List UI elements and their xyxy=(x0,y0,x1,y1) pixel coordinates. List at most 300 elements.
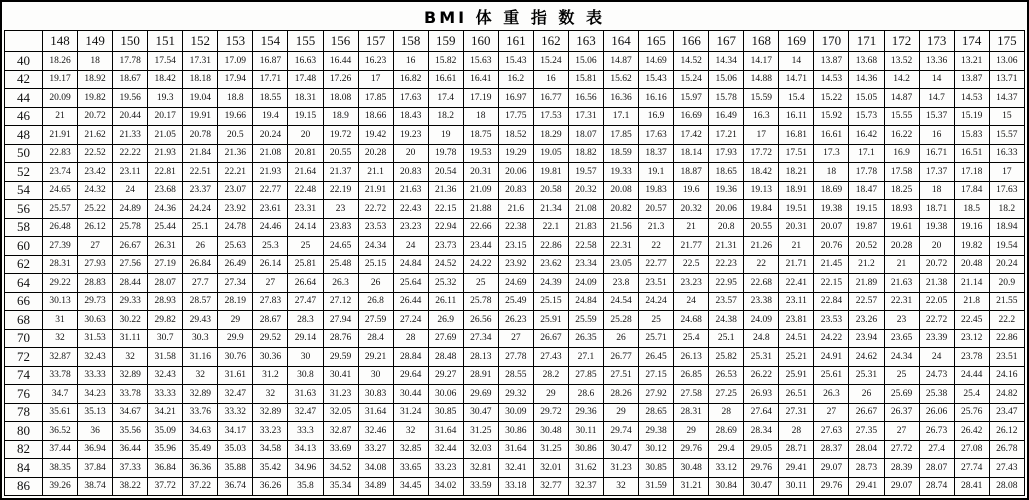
bmi-cell: 22.77 xyxy=(253,181,288,200)
height-header: 156 xyxy=(323,31,358,52)
bmi-cell: 17.1 xyxy=(849,144,884,163)
bmi-cell: 30.48 xyxy=(533,422,568,441)
bmi-cell: 17.19 xyxy=(463,89,498,108)
bmi-cell: 37.44 xyxy=(43,440,78,459)
bmi-cell: 19.54 xyxy=(989,237,1024,256)
bmi-cell: 21.93 xyxy=(148,144,183,163)
bmi-cell: 20.31 xyxy=(463,163,498,182)
bmi-cell: 34.21 xyxy=(148,403,183,422)
bmi-cell: 25.4 xyxy=(954,385,989,404)
bmi-cell: 31.63 xyxy=(288,385,323,404)
bmi-cell: 15.24 xyxy=(674,70,709,89)
bmi-cell: 21.8 xyxy=(954,292,989,311)
bmi-cell: 15.81 xyxy=(568,70,603,89)
bmi-cell: 25.31 xyxy=(849,366,884,385)
weight-header: 58 xyxy=(5,218,43,237)
table-header xyxy=(5,31,1025,52)
table-body xyxy=(5,52,1025,496)
bmi-cell: 23.83 xyxy=(323,218,358,237)
bmi-cell: 21.84 xyxy=(183,144,218,163)
bmi-cell: 27.43 xyxy=(533,348,568,367)
bmi-cell: 30.8 xyxy=(288,366,323,385)
bmi-cell: 30.44 xyxy=(393,385,428,404)
bmi-cell: 25.82 xyxy=(709,348,744,367)
bmi-cell: 35.56 xyxy=(113,422,148,441)
bmi-cell: 20.9 xyxy=(989,274,1024,293)
bmi-cell: 23.94 xyxy=(849,329,884,348)
bmi-cell: 29.38 xyxy=(639,422,674,441)
bmi-cell: 16.56 xyxy=(568,89,603,108)
bmi-cell: 21 xyxy=(674,218,709,237)
bmi-cell: 26.84 xyxy=(183,255,218,274)
bmi-cell: 28 xyxy=(393,329,428,348)
bmi-cell: 35.42 xyxy=(253,459,288,478)
bmi-cell: 36.26 xyxy=(253,477,288,496)
bmi-cell: 32 xyxy=(183,366,218,385)
bmi-cell: 15.24 xyxy=(533,52,568,71)
bmi-cell: 15.19 xyxy=(954,107,989,126)
weight-header: 72 xyxy=(5,348,43,367)
bmi-cell: 26.3 xyxy=(323,274,358,293)
bmi-cell: 30.86 xyxy=(498,422,533,441)
bmi-cell: 17.51 xyxy=(779,144,814,163)
bmi-cell: 33.27 xyxy=(358,440,393,459)
bmi-cell: 36.84 xyxy=(148,459,183,478)
bmi-cell: 22.05 xyxy=(919,292,954,311)
bmi-cell: 22.22 xyxy=(113,144,148,163)
table-row xyxy=(5,144,1025,163)
bmi-cell: 24.84 xyxy=(568,292,603,311)
height-header-row xyxy=(5,31,1025,52)
bmi-cell: 21 xyxy=(779,237,814,256)
bmi-cell: 24.52 xyxy=(428,255,463,274)
bmi-cell: 15.37 xyxy=(919,107,954,126)
bmi-cell: 28.19 xyxy=(218,292,253,311)
bmi-cell: 16.22 xyxy=(884,126,919,145)
bmi-cell: 17.71 xyxy=(253,70,288,89)
bmi-cell: 26.14 xyxy=(253,255,288,274)
bmi-cell: 23.11 xyxy=(779,292,814,311)
bmi-cell: 24.22 xyxy=(463,255,498,274)
bmi-cell: 28.07 xyxy=(919,459,954,478)
bmi-cell: 25.61 xyxy=(814,366,849,385)
bmi-cell: 26.12 xyxy=(78,218,113,237)
bmi-cell: 33.23 xyxy=(253,422,288,441)
bmi-cell: 21.93 xyxy=(253,163,288,182)
bmi-cell: 26 xyxy=(358,274,393,293)
bmi-cell: 28.2 xyxy=(533,366,568,385)
bmi-cell: 15.78 xyxy=(709,89,744,108)
bmi-cell: 30.48 xyxy=(674,459,709,478)
bmi-cell: 27.15 xyxy=(639,366,674,385)
bmi-cell: 19.4 xyxy=(253,107,288,126)
bmi-cell: 18.18 xyxy=(183,70,218,89)
bmi-cell: 26.45 xyxy=(639,348,674,367)
bmi-cell: 30.85 xyxy=(639,459,674,478)
bmi-cell: 30.7 xyxy=(148,329,183,348)
bmi-cell: 30.83 xyxy=(358,385,393,404)
bmi-cell: 30.84 xyxy=(709,477,744,496)
bmi-cell: 17.31 xyxy=(183,52,218,71)
table-row xyxy=(5,385,1025,404)
bmi-cell: 16.42 xyxy=(849,126,884,145)
bmi-cell: 24.46 xyxy=(253,218,288,237)
bmi-cell: 25 xyxy=(884,366,919,385)
bmi-cell: 21.09 xyxy=(463,181,498,200)
bmi-cell: 18.47 xyxy=(849,181,884,200)
bmi-cell: 24.38 xyxy=(709,311,744,330)
table-row xyxy=(5,422,1025,441)
bmi-cell: 30 xyxy=(288,348,323,367)
bmi-cell: 28.91 xyxy=(463,366,498,385)
bmi-cell: 25.91 xyxy=(533,311,568,330)
bmi-cell: 26.56 xyxy=(463,311,498,330)
bmi-cell: 23.07 xyxy=(218,181,253,200)
bmi-cell: 17.53 xyxy=(533,107,568,126)
bmi-cell: 35.03 xyxy=(218,440,253,459)
bmi-cell: 23.81 xyxy=(779,311,814,330)
weight-header: 48 xyxy=(5,126,43,145)
bmi-cell: 33.76 xyxy=(183,403,218,422)
bmi-cell: 20.58 xyxy=(533,181,568,200)
bmi-cell: 34.02 xyxy=(428,477,463,496)
bmi-cell: 14.53 xyxy=(814,70,849,89)
bmi-cell: 24 xyxy=(393,237,428,256)
bmi-cell: 34.63 xyxy=(183,422,218,441)
bmi-cell: 25.59 xyxy=(568,311,603,330)
bmi-cell: 37.84 xyxy=(78,459,113,478)
bmi-cell: 24 xyxy=(674,292,709,311)
bmi-cell: 27.35 xyxy=(849,422,884,441)
bmi-cell: 22.57 xyxy=(849,292,884,311)
bmi-cell: 17.37 xyxy=(919,163,954,182)
bmi-cell: 19.15 xyxy=(849,200,884,219)
bmi-cell: 19.13 xyxy=(744,181,779,200)
bmi-cell: 23.53 xyxy=(814,311,849,330)
bmi-cell: 23.11 xyxy=(113,163,148,182)
bmi-cell: 19.42 xyxy=(358,126,393,145)
bmi-cell: 18.2 xyxy=(428,107,463,126)
bmi-cell: 27.85 xyxy=(568,366,603,385)
height-header: 157 xyxy=(358,31,393,52)
bmi-cell: 34.7 xyxy=(43,385,78,404)
bmi-cell: 27 xyxy=(78,237,113,256)
bmi-cell: 14 xyxy=(779,52,814,71)
bmi-cell: 21.62 xyxy=(78,126,113,145)
bmi-cell: 35.61 xyxy=(43,403,78,422)
bmi-cell: 20.44 xyxy=(113,107,148,126)
bmi-cell: 32.41 xyxy=(498,459,533,478)
bmi-cell: 18.29 xyxy=(533,126,568,145)
height-header: 169 xyxy=(779,31,814,52)
bmi-cell: 17.09 xyxy=(218,52,253,71)
weight-header: 46 xyxy=(5,107,43,126)
bmi-cell: 18 xyxy=(463,107,498,126)
bmi-cell: 31.64 xyxy=(498,440,533,459)
bmi-cell: 23.31 xyxy=(288,200,323,219)
height-header: 151 xyxy=(148,31,183,52)
bmi-cell: 14.87 xyxy=(884,89,919,108)
bmi-cell: 22 xyxy=(744,255,779,274)
weight-header: 40 xyxy=(5,52,43,71)
bmi-cell: 27.78 xyxy=(498,348,533,367)
bmi-cell: 36.36 xyxy=(183,459,218,478)
bmi-cell: 31.53 xyxy=(78,329,113,348)
bmi-cell: 26 xyxy=(604,329,639,348)
bmi-cell: 15.06 xyxy=(568,52,603,71)
bmi-cell: 23.51 xyxy=(989,348,1024,367)
bmi-cell: 21.14 xyxy=(954,274,989,293)
bmi-cell: 16 xyxy=(919,126,954,145)
bmi-cell: 20.54 xyxy=(428,163,463,182)
bmi-cell: 29.4 xyxy=(709,440,744,459)
bmi-cell: 19 xyxy=(428,126,463,145)
bmi-cell: 16.61 xyxy=(428,70,463,89)
bmi-cell: 22.86 xyxy=(533,237,568,256)
bmi-cell: 31.59 xyxy=(639,477,674,496)
bmi-cell: 21 xyxy=(43,107,78,126)
bmi-cell: 19.16 xyxy=(954,218,989,237)
bmi-cell: 18.37 xyxy=(639,144,674,163)
bmi-cell: 14.37 xyxy=(989,89,1024,108)
bmi-cell: 38.22 xyxy=(113,477,148,496)
bmi-cell: 36.74 xyxy=(218,477,253,496)
bmi-cell: 13.36 xyxy=(919,52,954,71)
bmi-cell: 28.41 xyxy=(954,477,989,496)
bmi-cell: 38.74 xyxy=(78,477,113,496)
bmi-cell: 26.48 xyxy=(43,218,78,237)
bmi-cell: 28.4 xyxy=(358,329,393,348)
bmi-cell: 30.47 xyxy=(463,403,498,422)
bmi-cell: 14.71 xyxy=(779,70,814,89)
bmi-cell: 22.19 xyxy=(323,181,358,200)
bmi-cell: 25.57 xyxy=(43,200,78,219)
bmi-cell: 35.88 xyxy=(218,459,253,478)
bmi-cell: 24.44 xyxy=(954,366,989,385)
bmi-cell: 27.92 xyxy=(639,385,674,404)
bmi-cell: 17.26 xyxy=(323,70,358,89)
bmi-cell: 26.67 xyxy=(849,403,884,422)
bmi-cell: 22.81 xyxy=(148,163,183,182)
height-header: 153 xyxy=(218,31,253,52)
bmi-cell: 29.73 xyxy=(78,292,113,311)
bmi-cell: 32.77 xyxy=(533,477,568,496)
bmi-cell: 24.65 xyxy=(323,237,358,256)
bmi-cell: 29.05 xyxy=(744,440,779,459)
bmi-cell: 24.39 xyxy=(533,274,568,293)
height-header: 161 xyxy=(498,31,533,52)
bmi-cell: 18.8 xyxy=(218,89,253,108)
bmi-cell: 14.88 xyxy=(744,70,779,89)
bmi-cell: 18 xyxy=(814,163,849,182)
bmi-cell: 29.72 xyxy=(533,403,568,422)
bmi-cell: 26.73 xyxy=(919,422,954,441)
bmi-cell: 36.44 xyxy=(113,440,148,459)
bmi-cell: 18.75 xyxy=(463,126,498,145)
bmi-cell: 20 xyxy=(288,126,323,145)
bmi-cell: 32 xyxy=(113,348,148,367)
bmi-cell: 17.85 xyxy=(604,126,639,145)
bmi-cell: 26.78 xyxy=(989,440,1024,459)
height-header: 164 xyxy=(604,31,639,52)
weight-header: 74 xyxy=(5,366,43,385)
bmi-cell: 33.65 xyxy=(393,459,428,478)
height-header: 167 xyxy=(709,31,744,52)
bmi-cell: 21.45 xyxy=(814,255,849,274)
bmi-cell: 27.51 xyxy=(604,366,639,385)
bmi-cell: 20.06 xyxy=(709,200,744,219)
bmi-cell: 20.82 xyxy=(604,200,639,219)
bmi-cell: 19.23 xyxy=(393,126,428,145)
bmi-cell: 26.49 xyxy=(218,255,253,274)
bmi-cell: 27.31 xyxy=(779,403,814,422)
table-row xyxy=(5,237,1025,256)
bmi-cell: 17.63 xyxy=(639,126,674,145)
bmi-cell: 37.72 xyxy=(148,477,183,496)
bmi-cell: 30.06 xyxy=(428,385,463,404)
bmi-cell: 14.34 xyxy=(709,52,744,71)
bmi-cell: 29.07 xyxy=(814,459,849,478)
bmi-cell: 30.85 xyxy=(428,403,463,422)
bmi-cell: 18.94 xyxy=(989,218,1024,237)
bmi-cell: 26 xyxy=(849,385,884,404)
bmi-cell: 26.64 xyxy=(288,274,323,293)
bmi-cell: 35.49 xyxy=(183,440,218,459)
height-header: 154 xyxy=(253,31,288,52)
bmi-cell: 32.87 xyxy=(323,422,358,441)
bmi-cell: 22.43 xyxy=(393,200,428,219)
bmi-cell: 16.23 xyxy=(358,52,393,71)
height-header: 168 xyxy=(744,31,779,52)
bmi-cell: 26.67 xyxy=(533,329,568,348)
bmi-cell: 19.61 xyxy=(884,218,919,237)
bmi-cell: 23.78 xyxy=(954,348,989,367)
bmi-cell: 20.31 xyxy=(779,218,814,237)
bmi-cell: 21.91 xyxy=(358,181,393,200)
bmi-cell: 23.74 xyxy=(43,163,78,182)
bmi-cell: 20.48 xyxy=(954,255,989,274)
bmi-cell: 22.83 xyxy=(43,144,78,163)
bmi-cell: 24.24 xyxy=(639,292,674,311)
bmi-cell: 26.13 xyxy=(674,348,709,367)
bmi-cell: 32 xyxy=(604,477,639,496)
bmi-cell: 25.78 xyxy=(113,218,148,237)
bmi-cell: 33.3 xyxy=(288,422,323,441)
bmi-cell: 31 xyxy=(43,311,78,330)
bmi-cell: 18.08 xyxy=(323,89,358,108)
bmi-cell: 29.41 xyxy=(849,477,884,496)
height-header: 173 xyxy=(919,31,954,52)
bmi-cell: 22.1 xyxy=(533,218,568,237)
bmi-cell: 25.63 xyxy=(218,237,253,256)
bmi-cell: 18.93 xyxy=(884,200,919,219)
bmi-cell: 29.82 xyxy=(148,311,183,330)
height-header: 152 xyxy=(183,31,218,52)
bmi-cell: 17.85 xyxy=(358,89,393,108)
bmi-cell: 34.08 xyxy=(358,459,393,478)
bmi-cell: 27.39 xyxy=(43,237,78,256)
bmi-cell: 21.64 xyxy=(288,163,323,182)
table-row xyxy=(5,311,1025,330)
bmi-cell: 26.31 xyxy=(148,237,183,256)
height-header: 158 xyxy=(393,31,428,52)
bmi-cell: 27.59 xyxy=(358,311,393,330)
bmi-cell: 22.15 xyxy=(814,274,849,293)
bmi-cell: 30.47 xyxy=(744,477,779,496)
bmi-cell: 16.2 xyxy=(498,70,533,89)
bmi-cell: 25.76 xyxy=(954,403,989,422)
bmi-cell: 24 xyxy=(919,348,954,367)
bmi-cell: 24.62 xyxy=(849,348,884,367)
bmi-cell: 33.69 xyxy=(323,440,358,459)
bmi-cell: 37.22 xyxy=(183,477,218,496)
weight-header: 66 xyxy=(5,292,43,311)
bmi-cell: 13.87 xyxy=(814,52,849,71)
bmi-cell: 14.87 xyxy=(604,52,639,71)
bmi-cell: 18.43 xyxy=(393,107,428,126)
bmi-cell: 19.83 xyxy=(639,181,674,200)
weight-header: 50 xyxy=(5,144,43,163)
table-row xyxy=(5,292,1025,311)
weight-header: 82 xyxy=(5,440,43,459)
bmi-cell: 26.06 xyxy=(919,403,954,422)
bmi-cell: 22.15 xyxy=(428,200,463,219)
bmi-cell: 17.58 xyxy=(884,163,919,182)
table-row xyxy=(5,126,1025,145)
bmi-cell: 25 xyxy=(463,274,498,293)
bmi-cell: 32.85 xyxy=(393,440,428,459)
bmi-cell: 19.82 xyxy=(78,89,113,108)
bmi-cell: 29.27 xyxy=(428,366,463,385)
bmi-cell: 15.92 xyxy=(814,107,849,126)
bmi-cell: 15.06 xyxy=(709,70,744,89)
table-row xyxy=(5,218,1025,237)
bmi-cell: 18.71 xyxy=(919,200,954,219)
bmi-cell: 19.57 xyxy=(568,163,603,182)
bmi-cell: 32.87 xyxy=(43,348,78,367)
bmi-cell: 20.5 xyxy=(218,126,253,145)
bmi-cell: 20.24 xyxy=(989,255,1024,274)
height-header: 148 xyxy=(43,31,78,52)
bmi-cell: 23.53 xyxy=(358,218,393,237)
bmi-cell: 28.73 xyxy=(849,459,884,478)
bmi-cell: 17.72 xyxy=(744,144,779,163)
bmi-cell: 18.92 xyxy=(78,70,113,89)
bmi-cell: 23.92 xyxy=(498,255,533,274)
bmi-cell: 21.08 xyxy=(568,200,603,219)
bmi-cell: 27 xyxy=(884,422,919,441)
bmi-cell: 23.92 xyxy=(218,200,253,219)
bmi-cell: 19.87 xyxy=(849,218,884,237)
bmi-cell: 29.69 xyxy=(463,385,498,404)
bmi-cell: 18.55 xyxy=(253,89,288,108)
bmi-cell: 14.17 xyxy=(744,52,779,71)
bmi-cell: 23.38 xyxy=(744,292,779,311)
bmi-cell: 19.82 xyxy=(954,237,989,256)
bmi-cell: 16.36 xyxy=(604,89,639,108)
bmi-cell: 21.88 xyxy=(463,200,498,219)
bmi-cell: 20.28 xyxy=(884,237,919,256)
bmi-cell: 14.7 xyxy=(919,89,954,108)
bmi-cell: 17.78 xyxy=(849,163,884,182)
bmi-cell: 22.72 xyxy=(358,200,393,219)
bmi-cell: 19.38 xyxy=(919,218,954,237)
bmi-cell: 32 xyxy=(43,329,78,348)
bmi-cell: 23 xyxy=(323,200,358,219)
bmi-cell: 20 xyxy=(919,237,954,256)
bmi-cell: 15.83 xyxy=(954,126,989,145)
bmi-cell: 23.15 xyxy=(498,237,533,256)
